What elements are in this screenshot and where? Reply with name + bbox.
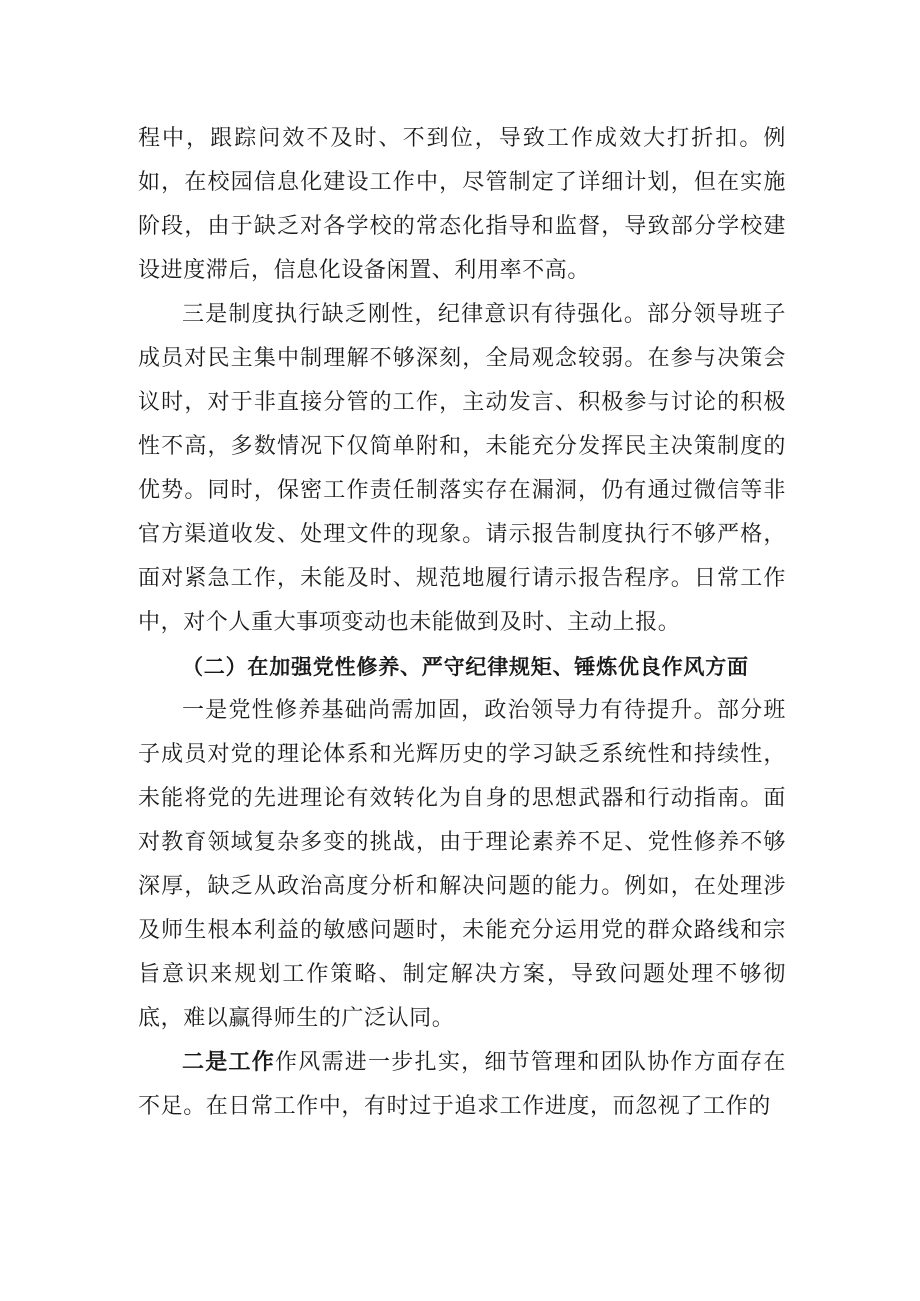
paragraph-point-two-body: 作风需进一步扎实，细节管理和团队协作方面存在不足。在日常工作中，有时过于追求工作进度，而忽视了工作的 [138, 1050, 787, 1119]
document-body [138, 117, 786, 1129]
paragraph-point-one: 一是党性修养基础尚需加固，政治领导力有待提升。部分班子成员对党的理论体系和光辉历史的学习缺乏系统性和持续性，未能将党的先进理论有效转化为自身的思想武器和行动指南。面对教育领域复杂多变的挑战，由于理论素养不足、党性修养不够深厚，缺乏从政治高度分析和解决问题的能力。例如，在处理涉及师生根本利益的敏感问题时，未能充分运用党的群众路线和宗旨意识来规划工作策略、制定解决方案，导致问题处理不够彻底，难以赢得师生的广泛认同。 [138, 698, 786, 1031]
paragraph-continuation: 程中，跟踪问效不及时、不到位，导致工作成效大打折扣。例如，在校园信息化建设工作中，尽管制定了详细计划，但在实施阶段，由于缺乏对各学校的常态化指导和监督，导致部分学校建设进度滞后，信息化设备闲置、利用率不高。 [138, 126, 786, 283]
paragraph-point-three: 三是制度执行缺乏刚性，纪律意识有待强化。部分领导班子成员对民主集中制理解不够深刻，全局观念较弱。在参与决策会议时，对于非直接分管的工作，主动发言、积极参与讨论的积极性不高，多数情况下仅简单附和，未能充分发挥民主决策制度的优势。同时，保密工作责任制落实存在漏洞，仍有通过微信等非官方渠道收发、处理文件的现象。请示报告制度执行不够严格，面对紧急工作，未能及时、规范地履行请示报告程序。日常工作中，对个人重大事项变动也未能做到及时、主动上报。 [138, 302, 786, 635]
paragraph-point-two-lead: 二是工作 [182, 1050, 276, 1075]
section-heading-two: （二）在加强党性修养、严守纪律规矩、锤炼优良作风方面 [182, 655, 749, 679]
paragraph-point-two [138, 1041, 786, 1129]
